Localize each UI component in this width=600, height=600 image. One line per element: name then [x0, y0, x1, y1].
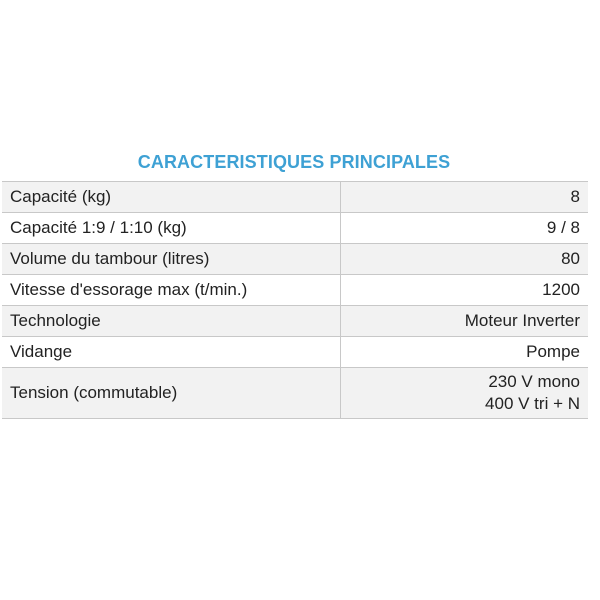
- table-row: [2, 182, 588, 213]
- section-title: CARACTERISTIQUES PRINCIPALES: [137, 152, 451, 172]
- spec-label: Capacité 1:9 / 1:10 (kg): [2, 213, 341, 244]
- spec-value: Moteur Inverter: [341, 306, 589, 337]
- spec-value: 9 / 8: [341, 213, 589, 244]
- spec-value-line: 400 V tri + N: [485, 394, 580, 413]
- spec-label: Capacité (kg): [2, 182, 341, 213]
- table-row: [2, 306, 588, 337]
- spec-value-line: 230 V mono: [488, 372, 580, 391]
- table-row: [2, 244, 588, 275]
- spec-label: Tension (commutable): [2, 368, 341, 419]
- spec-value: Pompe: [341, 337, 589, 368]
- spec-value: [341, 368, 589, 419]
- table-row: [2, 337, 588, 368]
- spec-label: Vitesse d'essorage max (t/min.): [2, 275, 341, 306]
- spec-table: [2, 181, 588, 419]
- table-row: [2, 368, 588, 419]
- spec-label: Vidange: [2, 337, 341, 368]
- spec-label: Technologie: [2, 306, 341, 337]
- table-row: [2, 275, 588, 306]
- spec-value: 1200: [341, 275, 589, 306]
- table-row: [2, 213, 588, 244]
- spec-value: 8: [341, 182, 589, 213]
- spec-value: 80: [341, 244, 589, 275]
- spec-label: Volume du tambour (litres): [2, 244, 341, 275]
